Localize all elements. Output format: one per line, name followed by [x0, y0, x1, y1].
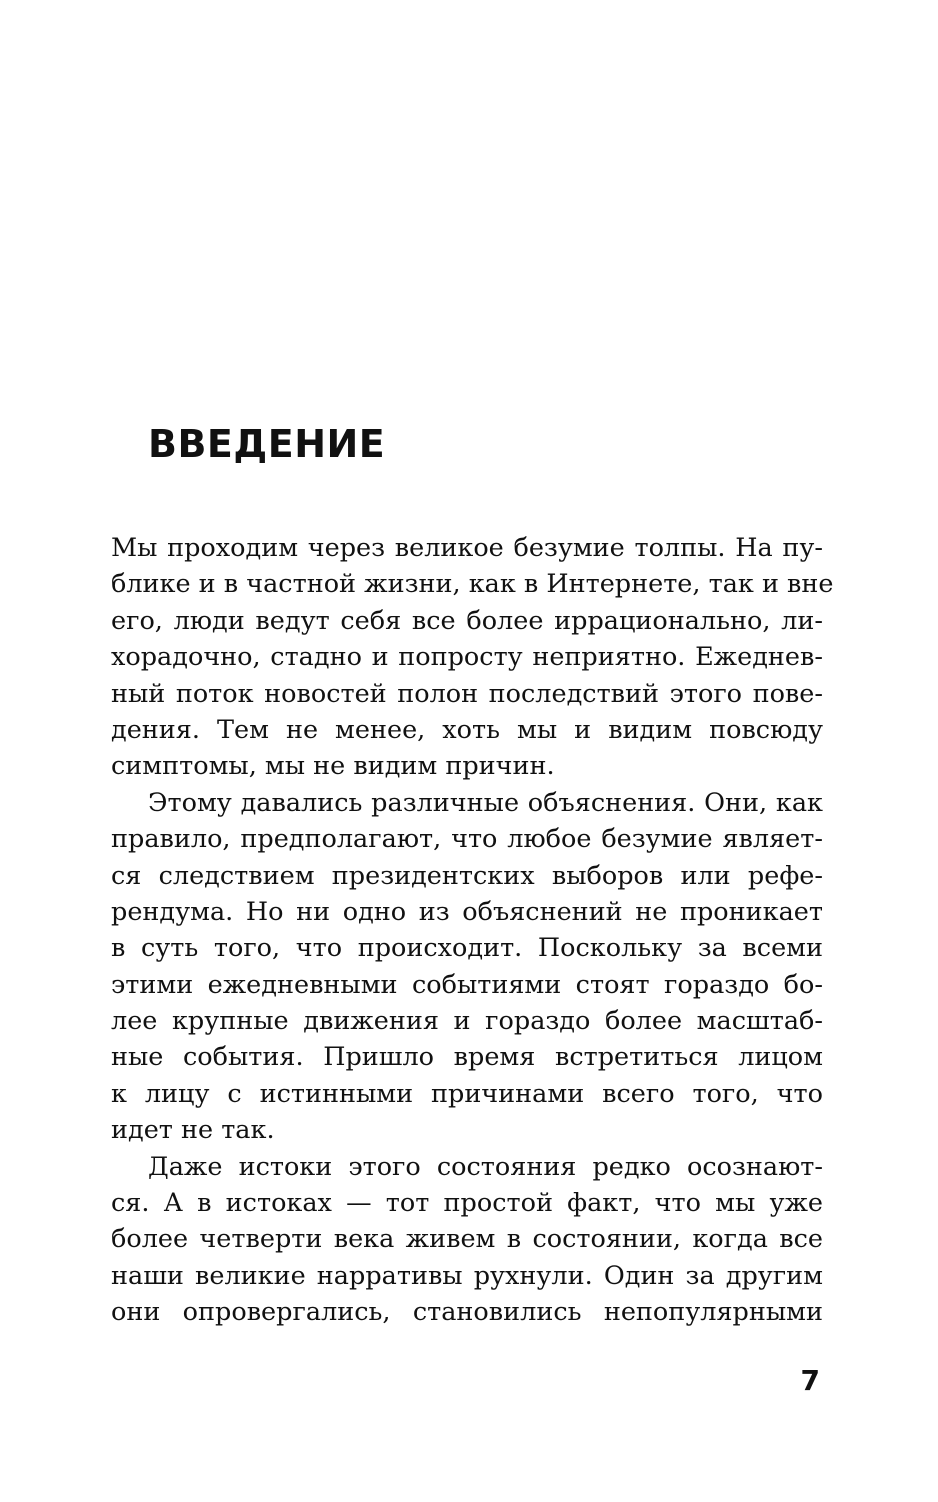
text-line: хорадочно, стадно и попросту неприятно. Ежеднев- [111, 642, 823, 673]
page-number: 7 [800, 1364, 820, 1397]
text-line: более четверти века живем в состоянии, когда все [111, 1224, 823, 1255]
text-line: Даже истоки этого состояния редко осознают- [148, 1151, 823, 1182]
text-line: Этому давались различные объяснения. Они, как [148, 787, 823, 818]
text-line: его, люди ведут себя все более иррационально, ли- [111, 605, 823, 636]
text-line: ся. А в истоках — тот простой факт, что мы уже [111, 1188, 823, 1219]
text-line: этими ежедневными событиями стоят гораздо бо- [111, 969, 823, 1000]
text-line: ный поток новостей полон последствий этого пове- [111, 678, 823, 709]
text-line: ные события. Пришло время встретиться лицом [111, 1042, 823, 1073]
text-line: к лицу с истинными причинами всего того, что [111, 1078, 823, 1109]
text-line: рендума. Но ни одно из объяснений не проникает [111, 896, 823, 927]
text-line: ся следствием президентских выборов или рефе- [111, 860, 823, 891]
text-line: симптомы, мы не видим причин. [111, 751, 555, 782]
text-line: дения. Тем не менее, хоть мы и видим повсюду [111, 714, 823, 745]
text-line: лее крупные движения и гораздо более масштаб- [111, 1006, 823, 1037]
text-line: наши великие нарративы рухнули. Один за другим [111, 1260, 823, 1291]
text-line: правило, предполагают, что любое безумие являет- [111, 824, 823, 855]
body-text [111, 530, 834, 1331]
text-line: идет не так. [111, 1115, 275, 1146]
text-line: в суть того, что происходит. Поскольку за всеми [111, 933, 823, 964]
text-line: Мы проходим через великое безумие толпы. На пу- [111, 533, 823, 563]
text-line: блике и в частной жизни, как в Интернете, так и вне [111, 569, 834, 600]
chapter-title: ВВЕДЕНИЕ [148, 422, 386, 466]
text-line: они опровергались, становились непопулярными [111, 1297, 823, 1328]
